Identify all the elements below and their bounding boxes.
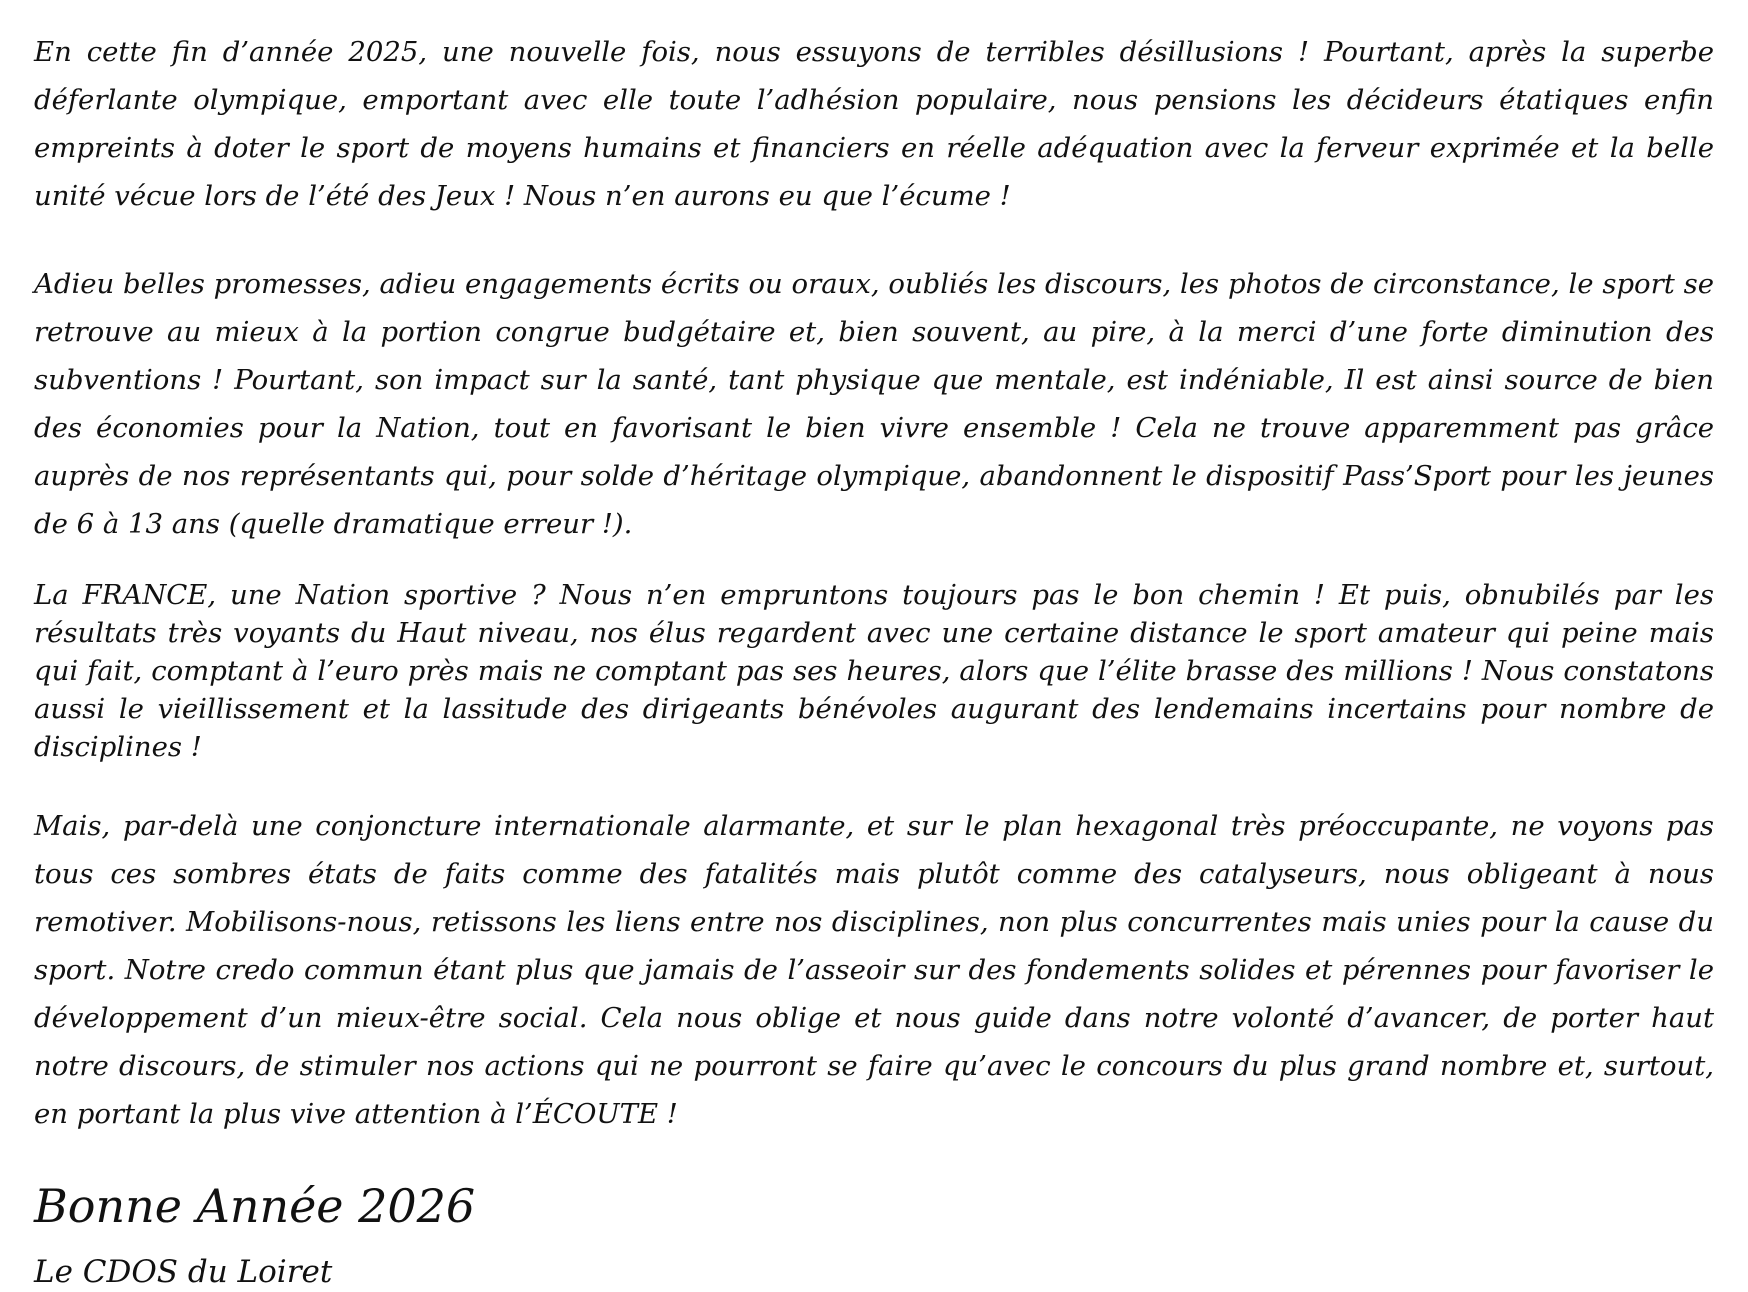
paragraph-sporting-nation: La FRANCE, une Nation sportive ? Nous n’en empruntons toujours pas le bon chemin ! Et puis, obnubilés par les résultats très voyants du Haut niveau, nos élus regardent avec une certaine distance le sport amateur qui peine mais qui fait, comptant à l’euro près mais ne comptant pas ses heures, alors que l’élite brasse des millions ! Nous constatons aussi le vieillissement et la lassitude des dirigeants bénévoles augurant des lendemains incertains pour nombre de disciplines ! bbox=[34, 579, 1714, 763]
signature: Le CDOS du Loiret bbox=[34, 1254, 333, 1290]
paragraph-mobilisation: Mais, par-delà une conjoncture internationale alarmante, et sur le plan hexagonal très préoccupante, ne voyons pas tous ces sombres états de faits comme des fatalités mais plutôt comme des catalyseurs, nous obligeant à nous remotiver. Mobilisons-nous, retissons les liens entre nos disciplines, non plus concurrentes mais unies pour la cause du sport. Notre credo commun étant plus que jamais de l’asseoir sur des fondements solides et pérennes pour favoriser le développement d’un mieux-être social. Cela nous oblige et nous guide dans notre volonté d’avancer, de porter haut notre discours, de stimuler nos actions qui ne pourront se faire qu’avec le concours du plus grand nombre et, surtout, en portant la plus vive attention à l’ÉCOUTE ! bbox=[34, 810, 1714, 1130]
new-year-greeting: Bonne Année 2026 bbox=[34, 1179, 476, 1233]
paragraph-promises: Adieu belles promesses, adieu engagements écrits ou oraux, oubliés les discours, les photos de circonstance, le sport se retrouve au mieux à la portion congrue budgétaire et, bien souvent, au pire, à la merci d’une forte diminution des subventions ! Pourtant, son impact sur la santé, tant physique que mentale, est indéniable, Il est ainsi source de bien des économies pour la Nation, tout en favorisant le bien vivre ensemble ! Cela ne trouve apparemment pas grâce auprès de nos représentants qui, pour solde d’héritage olympique, abandonnent le dispositif Pass’Sport pour les jeunes de 6 à 13 ans (quelle dramatique erreur !). bbox=[34, 268, 1714, 540]
letter-body bbox=[34, 28, 1714, 1292]
paragraph-intro: En cette fin d’année 2025, une nouvelle fois, nous essuyons de terribles désillusions ! Pourtant, après la superbe déferlante olympique, emportant avec elle toute l’adhésion populaire, nous pensions les décideurs étatiques enfin empreints à doter le sport de moyens humains et financiers en réelle adéquation avec la ferveur exprimée et la belle unité vécue lors de l’été des Jeux ! Nous n’en aurons eu que l’écume ! bbox=[34, 36, 1714, 212]
